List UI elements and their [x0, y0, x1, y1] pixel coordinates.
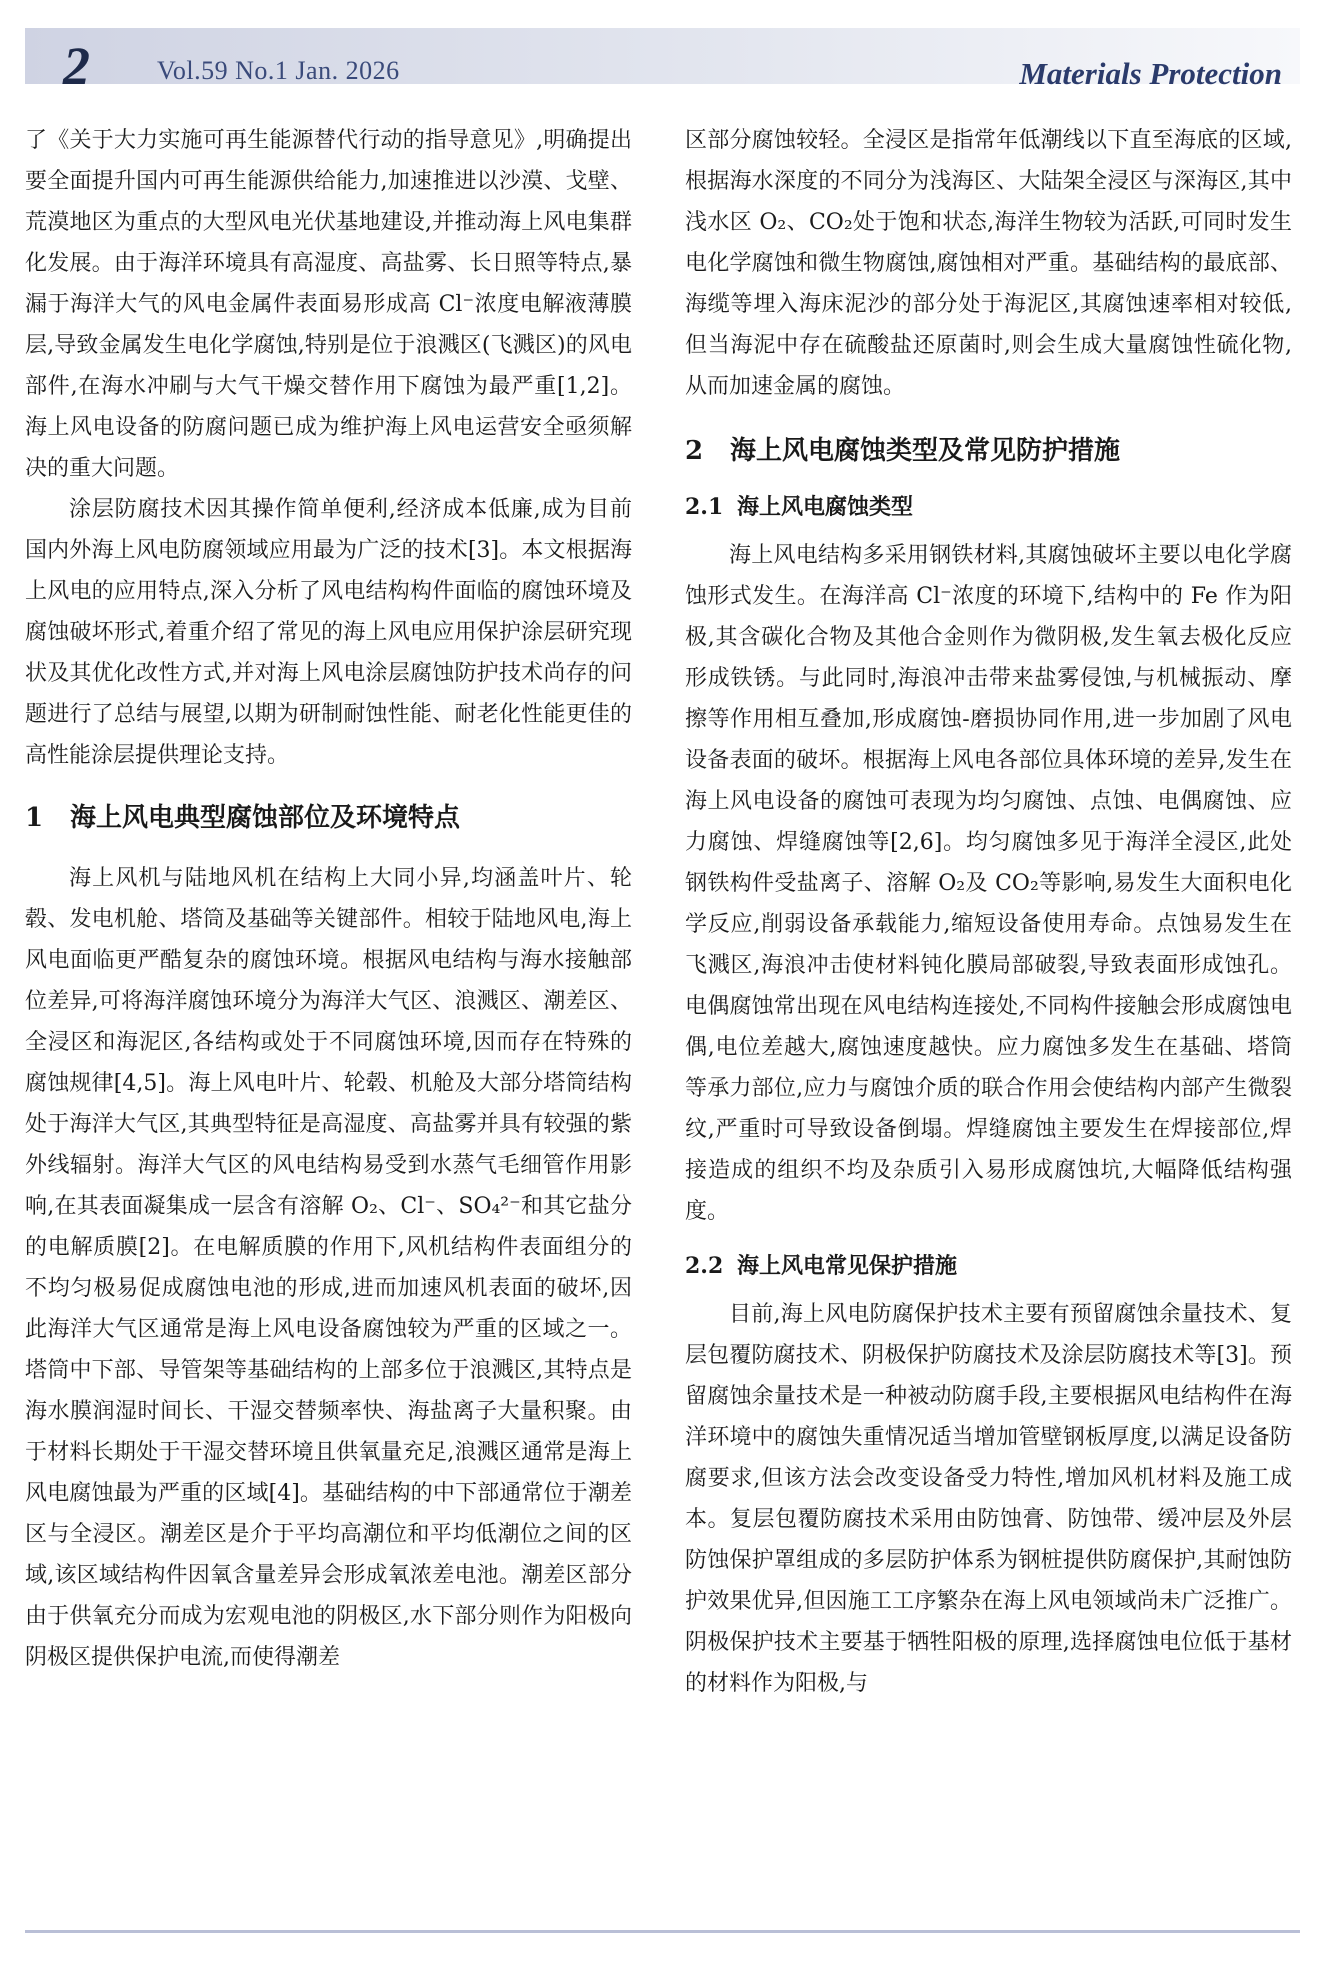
subsection-heading-2-1 — [685, 491, 1292, 523]
footer-rule — [25, 1930, 1300, 1933]
left-column — [25, 120, 632, 1678]
section-heading-1 — [25, 802, 632, 834]
section-number: 2 — [685, 436, 704, 466]
page-header — [25, 28, 1300, 96]
subsection-number: 2.2 — [685, 1253, 724, 1279]
paragraph: 区部分腐蚀较轻。全浸区是指常年低潮线以下直至海底的区域,根据海水深度的不同分为浅海区、大陆架全浸区与深海区,其中浅水区 O₂、CO₂处于饱和状态,海洋生物较为活跃,可同时发生电化学腐蚀和微生物腐蚀,腐蚀相对严重。基础结构的最底部、海缆等埋入海床泥沙的部分处于海泥区,其腐蚀速率相对较低,但当海泥中存在硫酸盐还原菌时,则会生成大量腐蚀性硫化物,从而加速金属的腐蚀。 — [685, 128, 1292, 399]
subsection-title: 海上风电腐蚀类型 — [737, 494, 914, 520]
page-number: 2 — [63, 36, 90, 96]
issue-info: Vol.59 No.1 Jan. 2026 — [157, 56, 400, 85]
subsection-heading-2-2 — [685, 1250, 1292, 1282]
paragraph: 目前,海上风电防腐保护技术主要有预留腐蚀余量技术、复层包覆防腐技术、阴极保护防腐技术及涂层防腐技术等[3]。预留腐蚀余量技术是一种被动防腐手段,主要根据风电结构件在海洋环境中的腐蚀失重情况适当增加管壁钢板厚度,以满足设备防腐要求,但该方法会改变设备受力特性,增加风机材料及施工成本。复层包覆防腐技术采用由防蚀膏、防蚀带、缓冲层及外层防蚀保护罩组成的多层防护体系为钢桩提供防腐保护,其耐蚀防护效果优异,但因施工工序繁杂在海上风电领域尚未广泛推广。阴极保护技术主要基于牺牲阳极的原理,选择腐蚀电位低于基材的材料作为阳极,与 — [685, 1302, 1292, 1696]
subsection-number: 2.1 — [685, 494, 724, 520]
section-title: 海上风电腐蚀类型及常见防护措施 — [730, 436, 1121, 466]
right-column — [685, 120, 1292, 1704]
subsection-title: 海上风电常见保护措施 — [737, 1253, 958, 1279]
paragraph: 涂层防腐技术因其操作简单便利,经济成本低廉,成为目前国内外海上风电防腐领域应用最为广泛的技术[3]。本文根据海上风电的应用特点,深入分析了风电结构构件面临的腐蚀环境及腐蚀破坏形式,着重介绍了常见的海上风电应用保护涂层研究现状及其优化改性方式,并对海上风电涂层腐蚀防护技术尚存的问题进行了总结与展望,以期为研制耐蚀性能、耐老化性能更佳的高性能涂层提供理论支持。 — [25, 497, 632, 768]
paragraph: 海上风机与陆地风机在结构上大同小异,均涵盖叶片、轮毂、发电机舱、塔筒及基础等关键部件。相较于陆地风电,海上风电面临更严酷复杂的腐蚀环境。根据风电结构与海水接触部位差异,可将海洋腐蚀环境分为海洋大气区、浪溅区、潮差区、全浸区和海泥区,各结构或处于不同腐蚀环境,因而存在特殊的腐蚀规律[4,5]。海上风电叶片、轮毂、机舱及大部分塔筒结构处于海洋大气区,其典型特征是高湿度、高盐雾并具有较强的紫外线辐射。海洋大气区的风电结构易受到水蒸气毛细管作用影响,在其表面凝集成一层含有溶解 O₂、Cl⁻、SO₄²⁻和其它盐分的电解质膜[2]。在电解质膜的作用下,风机结构件表面组分的不均匀极易促成腐蚀电池的形成,进而加速风机表面的破坏,因此海洋大气区通常是海上风电设备腐蚀较为严重的区域之一。塔筒中下部、导管架等基础结构的上部多位于浪溅区,其特点是海水膜润湿时间长、干湿交替频率快、海盐离子大量积聚。由于材料长期处于干湿交替环境且供氧量充足,浪溅区通常是海上风电腐蚀最为严重的区域[4]。基础结构的中下部通常位于潮差区与全浸区。潮差区是介于平均高潮位和平均低潮位之间的区域,该区域结构件因氧含量差异会形成氧浓差电池。潮差区部分由于供氧充分而成为宏观电池的阴极区,水下部分则作为阳极向阴极区提供保护电流,而使得潮差 — [25, 866, 632, 1670]
section-number: 1 — [25, 803, 44, 833]
paragraph: 了《关于大力实施可再生能源替代行动的指导意见》,明确提出要全面提升国内可再生能源供给能力,加速推进以沙漠、戈壁、荒漠地区为重点的大型风电光伏基地建设,并推动海上风电集群化发展。由于海洋环境具有高湿度、高盐雾、长日照等特点,暴漏于海洋大气的风电金属件表面易形成高 Cl⁻浓度电解液薄膜层,导致金属发生电化学腐蚀,特别是位于浪溅区(飞溅区)的风电部件,在海水冲刷与大气干燥交替作用下腐蚀为最严重[1,2]。海上风电设备的防腐问题已成为维护海上风电运营安全亟须解决的重大问题。 — [25, 128, 632, 481]
section-title: 海上风电典型腐蚀部位及环境特点 — [70, 803, 461, 833]
journal-name: Materials Protection — [1019, 56, 1282, 91]
section-heading-2 — [685, 435, 1292, 467]
paragraph: 海上风电结构多采用钢铁材料,其腐蚀破坏主要以电化学腐蚀形式发生。在海洋高 Cl⁻浓度的环境下,结构中的 Fe 作为阳极,其含碳化合物及其他合金则作为微阴极,发生氧去极化反应形成铁锈。与此同时,海浪冲击带来盐雾侵蚀,与机械振动、摩擦等作用相互叠加,形成腐蚀-磨损协同作用,进一步加剧了风电设备表面的破坏。根据海上风电各部位具体环境的差异,发生在海上风电设备的腐蚀可表现为均匀腐蚀、点蚀、电偶腐蚀、应力腐蚀、焊缝腐蚀等[2,6]。均匀腐蚀多见于海洋全浸区,此处钢铁构件受盐离子、溶解 O₂及 CO₂等影响,易发生大面积电化学反应,削弱设备承载能力,缩短设备使用寿命。点蚀易发生在飞溅区,海浪冲击使材料钝化膜局部破裂,导致表面形成蚀孔。电偶腐蚀常出现在风电结构连接处,不同构件接触会形成腐蚀电偶,电位差越大,腐蚀速度越快。应力腐蚀多发生在基础、塔筒等承力部位,应力与腐蚀介质的联合作用会使结构内部产生微裂纹,严重时可导致设备倒塌。焊缝腐蚀主要发生在焊接部位,焊接造成的组织不均及杂质引入易形成腐蚀坑,大幅降低结构强度。 — [685, 543, 1292, 1224]
